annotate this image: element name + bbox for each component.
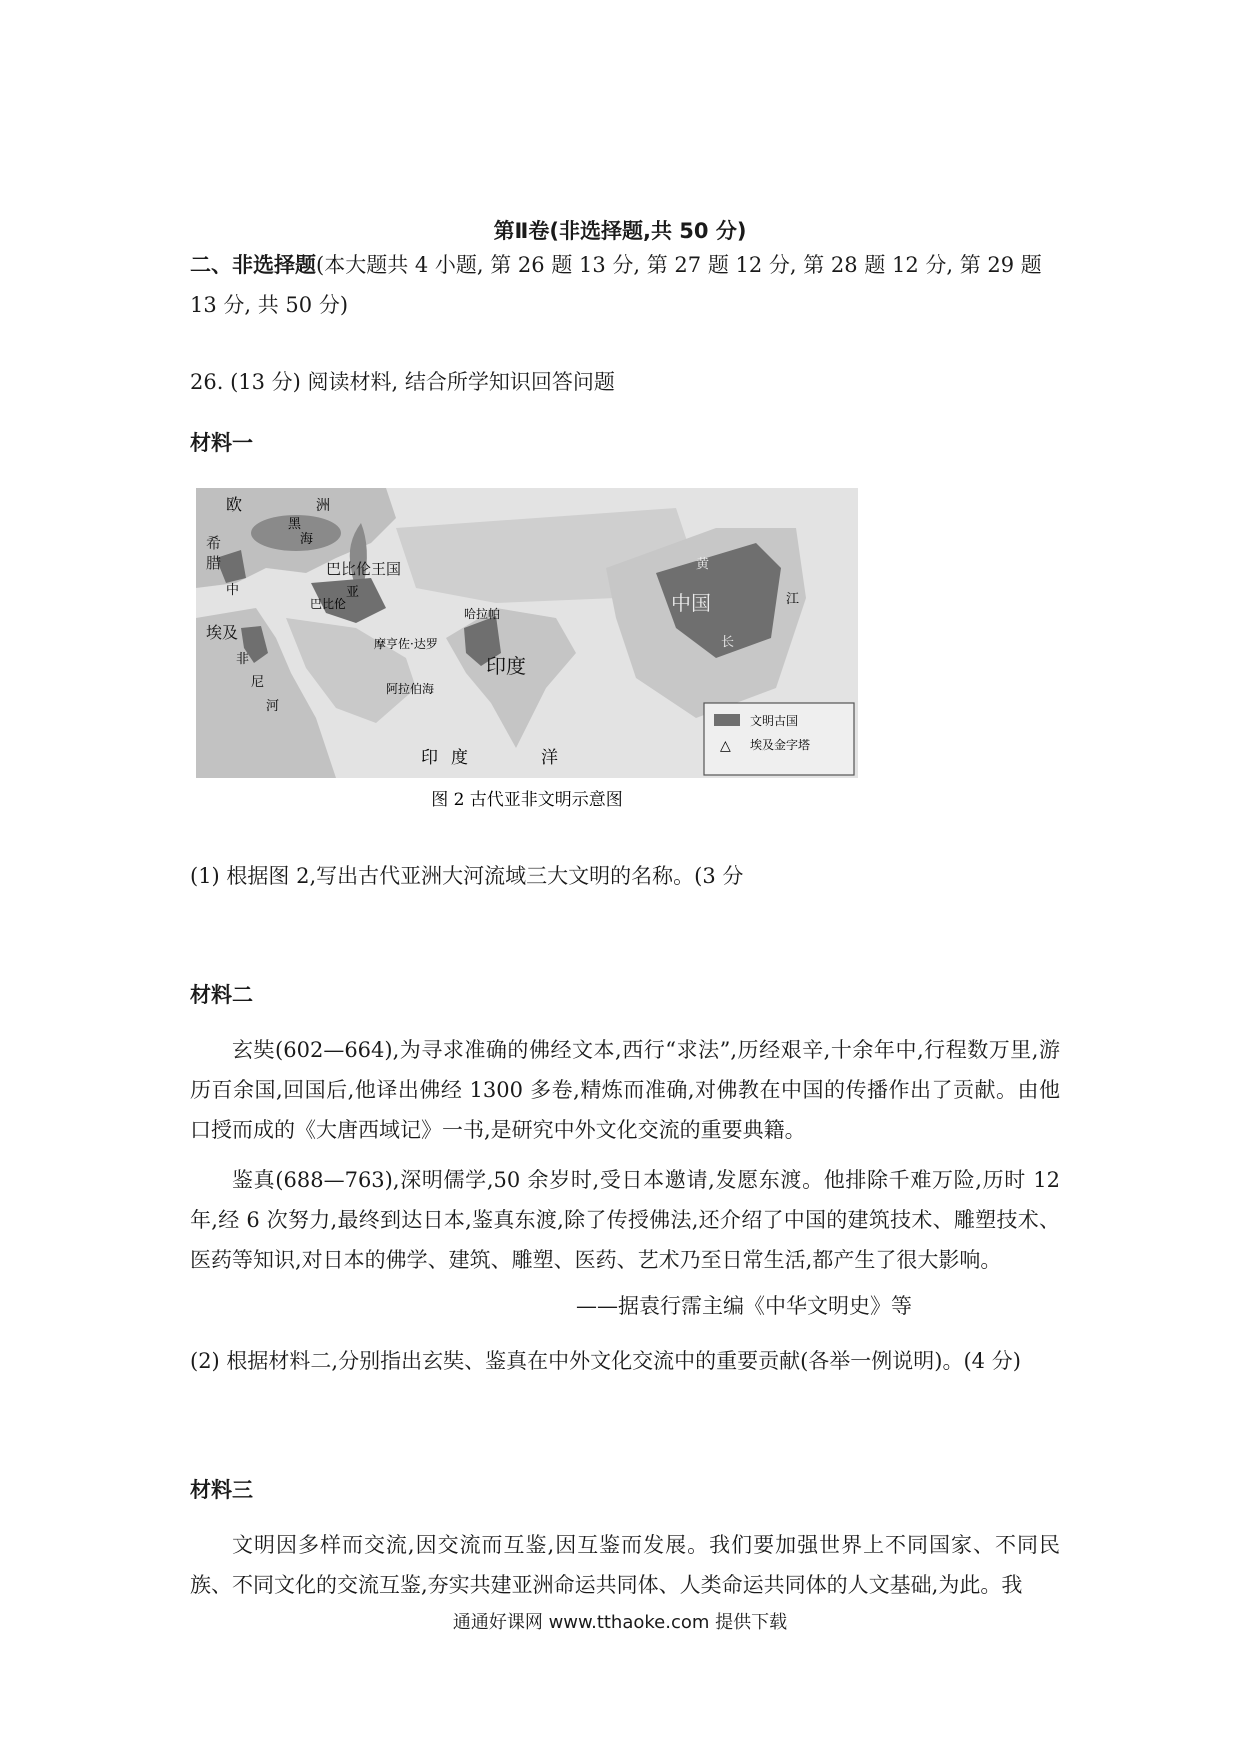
map-label-ocean-3: 洋 (541, 748, 558, 768)
section-title: 第Ⅱ卷(非选择题,共 50 分) (493, 219, 747, 243)
map-label-la: 腊 (206, 554, 222, 572)
material-3-paragraph: 文明因多样而交流,因交流而互鉴,因互鉴而发展。我们要加强世界上不同国家、不同民族、不同文化的交流互鉴,夯实共建亚洲命运共同体、人类命运共同体的人文基础,为此。我 (190, 1533, 1060, 1597)
legend-pyramid-text: 埃及金字塔 (750, 738, 811, 752)
map-label-zhong: 中 (226, 583, 240, 598)
map-label-babylon-kingdom: 巴比伦王国 (326, 560, 402, 578)
question-1-text: (1) 根据图 2,写出古代亚洲大河流域三大文明的名称。(3 分 (190, 864, 744, 888)
map-label-huang: 黄 (696, 557, 710, 572)
map-label-hei: 黑 (288, 517, 302, 532)
civilization-map (196, 488, 858, 828)
map-label-ni: 尼 (251, 675, 265, 690)
map-label-egypt: 埃及 (206, 623, 239, 642)
map-label-babylon: 巴比伦 (310, 597, 347, 611)
part-heading (190, 245, 1060, 325)
part-heading-desc: (本大题共 4 小题, 第 26 题 13 分, 第 27 题 12 分, 第 28 题 12 分, 第 29 题 13 分, 共 50 分) (190, 253, 1042, 317)
map-label-china: 中国 (671, 591, 711, 615)
legend-civilization-text: 文明古国 (750, 714, 799, 728)
map-caption: 图 2 古代亚非文明示意图 (431, 790, 623, 810)
map-label-he: 河 (266, 699, 280, 714)
map-label-europe: 欧 (226, 495, 243, 514)
map-label-india: 印度 (486, 654, 526, 678)
page-footer: 通通好课网 www.tthaoke.com 提供下载 (452, 1612, 788, 1633)
map-label-harappa: 哈拉帕 (464, 607, 501, 621)
part-heading-label: 二、非选择题 (190, 253, 316, 277)
material-2-paragraph-jianzhen: 鉴真(688—763),深明儒学,50 余岁时,受日本邀请,发愿东渡。他排除千难万险,历时 12 年,经 6 次努力,最终到达日本,鉴真东渡,除了传授佛法,还介绍了中国的建筑技术、雕塑技术、医药等知识,对日本的佛学、建筑、雕塑、医药、艺术乃至日常生活,都产生了很大影响。 (190, 1168, 1060, 1272)
map-label-xi: 希 (206, 534, 222, 552)
map-label-arabian-sea: 阿拉伯海 (386, 682, 435, 696)
material-2-paragraph-xuanzang: 玄奘(602—664),为寻求准确的佛经文本,西行“求法”,历经艰辛,十余年中,行程数万里,游历百余国,回国后,他译出佛经 1300 多卷,精炼而准确,对佛教在中国的传播作出了贡献。由他口授而成的《大唐西域记》一书,是研究中外文化交流的重要典籍。 (190, 1038, 1060, 1142)
legend-swatch-civilization (714, 714, 740, 726)
map-label-fei: 非 (236, 652, 250, 667)
legend-pyramid-icon: △ (720, 738, 731, 754)
map-label-ocean-1: 印 (421, 748, 438, 768)
map-label-hai: 海 (300, 532, 314, 547)
map-label-ya: 亚 (346, 585, 360, 600)
map-label-jiang: 江 (786, 592, 800, 607)
question-26-heading: 26. (13 分) 阅读材料, 结合所学知识回答问题 (190, 370, 615, 394)
civilization-map-figure (196, 488, 858, 828)
map-label-ocean-2: 度 (451, 748, 468, 768)
question-2-text: (2) 根据材料二,分别指出玄奘、鉴真在中外文化交流中的重要贡献(各举一例说明)。(4 分) (190, 1349, 1021, 1373)
material-2-label: 材料二 (190, 983, 253, 1007)
material-2-source: ——据袁行霈主编《中华文明史》等 (576, 1294, 912, 1318)
map-label-chang: 长 (721, 635, 735, 650)
material-1-label: 材料一 (190, 431, 253, 455)
material-3-label: 材料三 (190, 1478, 253, 1502)
map-label-zhou: 洲 (316, 498, 330, 514)
map-label-mohenjo-daro: 摩亨佐·达罗 (374, 637, 438, 651)
